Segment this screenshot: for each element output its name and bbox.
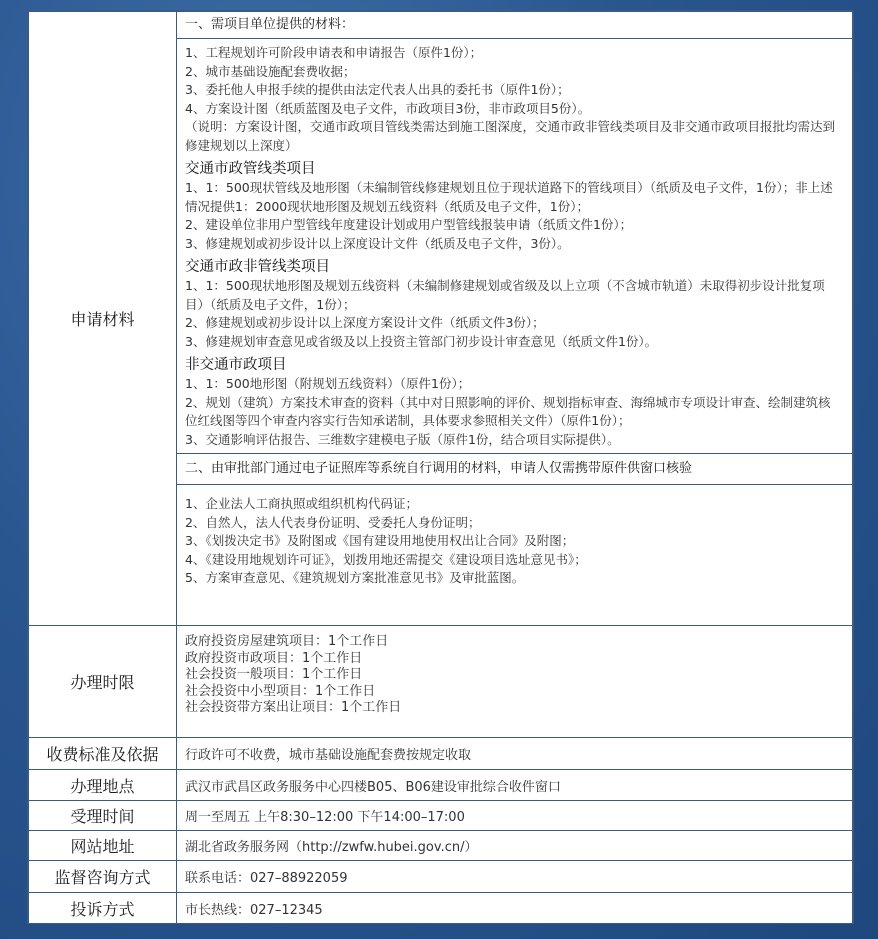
section2-title: 二、由审批部门通过电子证照库等系统自行调用的材料，申请人仅需携带原件供窗口核验 xyxy=(177,453,852,485)
general-list xyxy=(185,44,842,155)
section1-title: 一、需项目单位提供的材料： xyxy=(177,12,852,39)
list-item: 3、委托他人申报手续的提供由法定代表人出具的委托书（原件1份）； xyxy=(185,82,570,97)
list-item: 3、《划拨决定书》及附图或《国有建设用地使用权出让合同》及附图； xyxy=(185,533,575,548)
list-item: 社会投资一般项目：1个工作日 xyxy=(185,667,363,682)
complaint-label: 投诉方式 xyxy=(29,893,177,924)
location-value: 武汉市武昌区政务服务中心四楼B05、B06建设审批综合收件窗口 xyxy=(177,770,853,801)
nontraffic-title: 非交通市政项目 xyxy=(185,357,287,373)
hours-value: 周一至周五 上午8:30–12:00 下午14:00–17:00 xyxy=(177,801,853,831)
list-item: 3、修建规划或初步设计以上深度设计文件（纸质及电子文件，3份）。 xyxy=(185,235,570,251)
location-label: 办理地点 xyxy=(29,770,177,801)
supervision-label: 监督咨询方式 xyxy=(29,861,177,893)
list-item: 2、城市基础设施配套费收据； xyxy=(185,63,356,79)
supervision-value: 联系电话：027–88922059 xyxy=(177,861,853,893)
complaint-value: 市长热线：027–12345 xyxy=(177,893,853,924)
section2-list xyxy=(185,495,842,588)
list-item: 2、修建规划或初步设计以上深度方案设计文件（纸质文件3份）； xyxy=(185,315,545,330)
section1-body xyxy=(177,39,852,453)
list-item: 5、方案审查意见、《建筑规划方案批准意见书》及审批蓝图。 xyxy=(185,570,525,585)
list-item: 社会投资中小型项目：1个工作日 xyxy=(185,683,376,699)
list-item: 1、1：500地形图（附规划五线资料）（原件1份）； xyxy=(185,376,471,391)
materials-content xyxy=(177,12,853,626)
time-limit-list xyxy=(177,626,853,738)
list-item: 4、《建设用地规划许可证》，划拨用地还需提交《建设项目选址意见书》； xyxy=(185,551,587,567)
nonpipeline-list xyxy=(185,277,842,351)
list-item: 3、交通影响评估报告、三维数字建模电子版（原件1份，结合项目实际提供）。 xyxy=(185,431,620,447)
fee-value: 行政许可不收费，城市基础设施配套费按规定收取 xyxy=(177,738,853,770)
list-item: 2、建设单位非用户型管线年度建设计划或用户型管线报装申请（纸质文件1份）； xyxy=(185,217,633,232)
website-label: 网站地址 xyxy=(29,831,177,861)
list-item: 3、修建规划审查意见或省级及以上投资主管部门初步设计审查意见（纸质文件1份）。 xyxy=(185,333,658,349)
list-item: 1、企业法人工商执照或组织机构代码证； xyxy=(185,496,418,511)
pipeline-list xyxy=(185,179,842,253)
time-limit-label: 办理时限 xyxy=(29,626,177,738)
list-item: 4、方案设计图（纸质蓝图及电子文件，市政项目3份，非市政项目5份）。 xyxy=(185,100,591,116)
list-item: 2、规划（建筑）方案技术审查的资料（其中对日照影响的评价、规划指标审查、海绵城市专项设计审查、绘制建筑核位红线图等四个审查内容实行告知承诺制，具体要求参照相关文件）（原件1份）； xyxy=(185,394,831,428)
service-guide-table xyxy=(27,10,854,924)
nontraffic-list xyxy=(185,375,842,449)
website-value[interactable]: 湖北省政务服务网（http://zwfw.hubei.gov.cn/） xyxy=(177,831,853,861)
materials-label: 申请材料 xyxy=(29,12,177,626)
list-item: 1、工程规划许可阶段申请表和申请报告（原件1份）； xyxy=(185,45,483,60)
list-item: 1、1：500现状地形图及规划五线资料（未编制修建规划或省级及以上立项（不含城市轨道）未取得初步设计批复项目）（纸质及电子文件，1份）； xyxy=(185,278,825,312)
list-item: 政府投资市政项目：1个工作日 xyxy=(185,650,363,666)
section2-body xyxy=(177,485,852,592)
list-item: 政府投资房屋建筑项目：1个工作日 xyxy=(185,634,389,649)
list-item: 2、自然人，法人代表身份证明、受委托人身份证明； xyxy=(185,514,481,530)
list-item: 1、1：500现状管线及地形图（未编制管线修建规划且位于现状道路下的管线项目）（纸质及电子文件，1份）；非上述情况提供1：2000现状地形图及规划五线资料（纸质及电子文件，1份）； xyxy=(185,180,833,214)
list-item: （说明：方案设计图，交通市政项目管线类需达到施工图深度，交通市政非管线类项目及非交通市政项目报批均需达到修建规划以上深度） xyxy=(185,119,836,153)
hours-label: 受理时间 xyxy=(29,801,177,831)
pipeline-title: 交通市政管线类项目 xyxy=(185,161,316,177)
list-item: 社会投资带方案出让项目：1个工作日 xyxy=(185,700,402,715)
fee-label: 收费标准及依据 xyxy=(29,738,177,770)
nonpipeline-title: 交通市政非管线类项目 xyxy=(185,259,330,275)
